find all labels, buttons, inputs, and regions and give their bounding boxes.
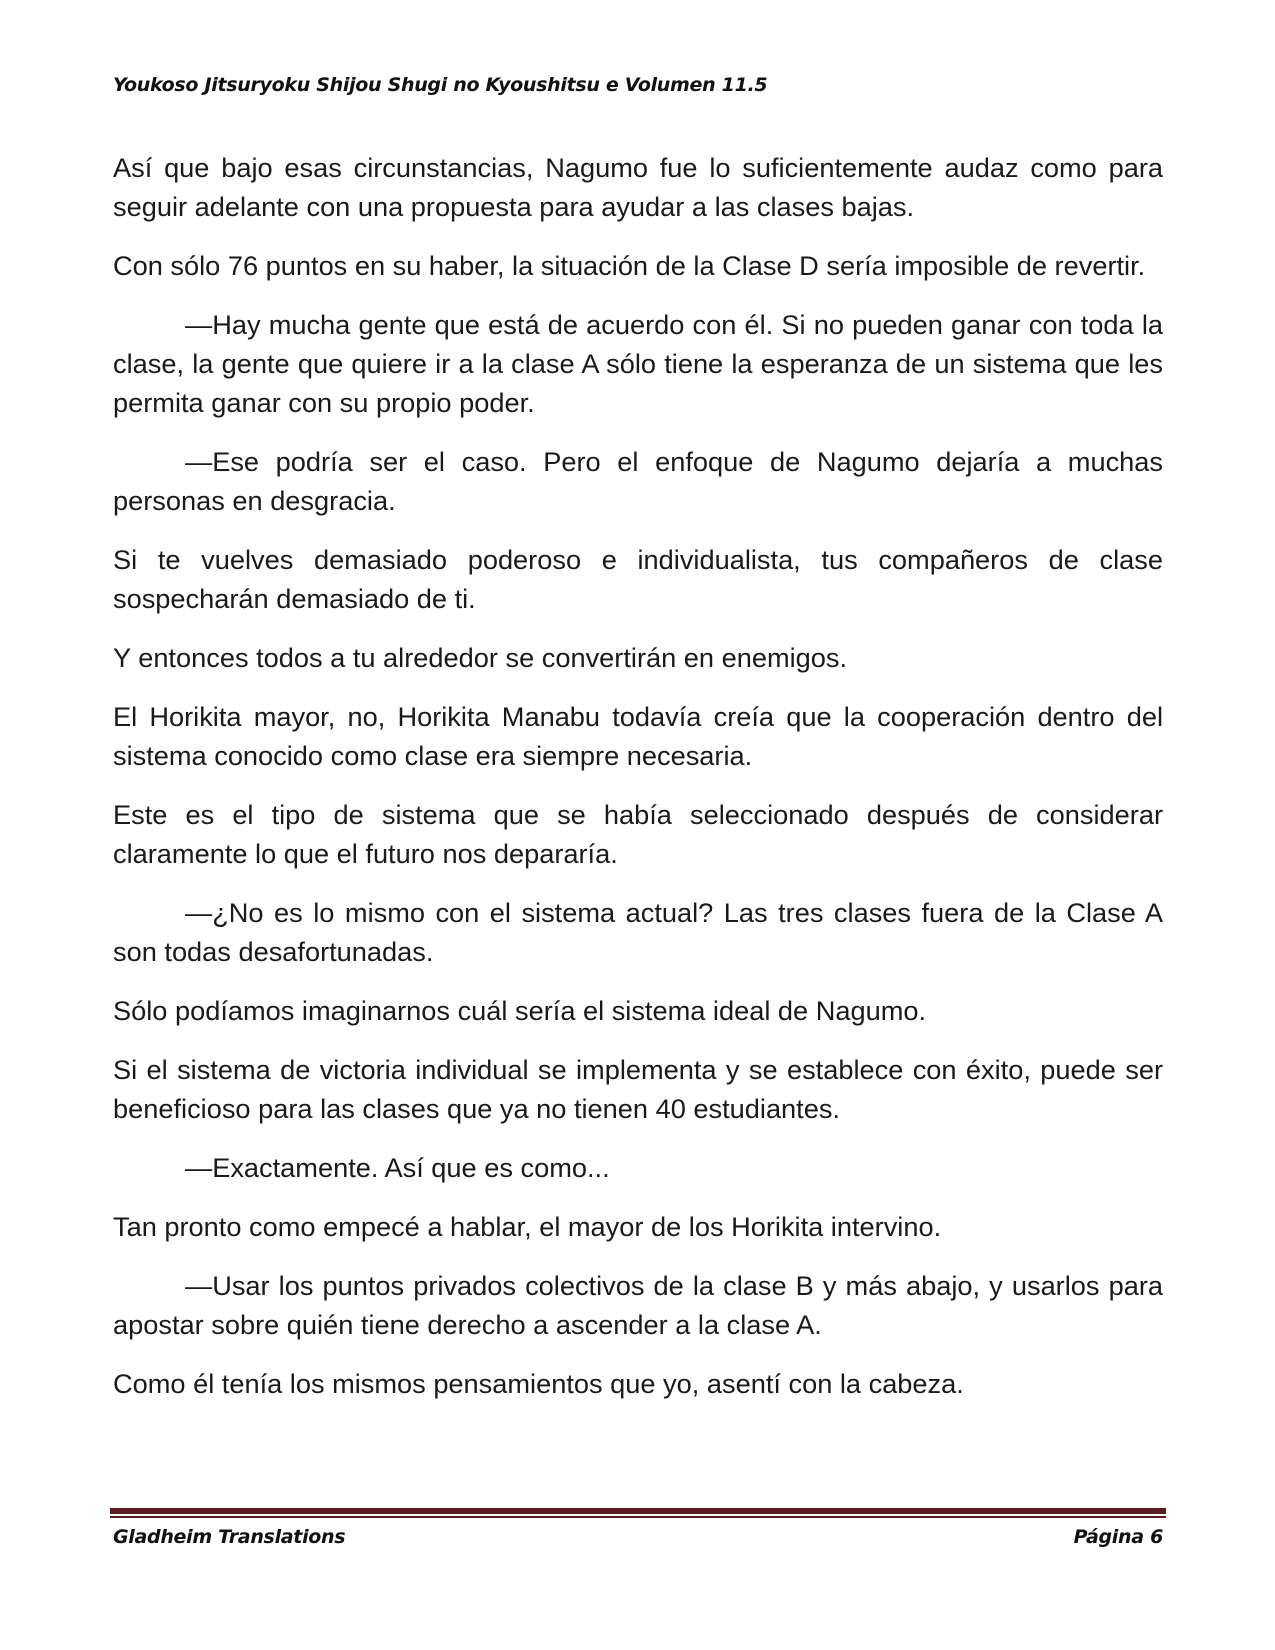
paragraph: Y entonces todos a tu alrededor se convertirán en enemigos. xyxy=(113,642,848,673)
dialogue-paragraph: —¿No es lo mismo con el sistema actual? Las tres clases fuera de la Clase A son todas desafortunadas. xyxy=(113,897,1163,967)
footer-credit: Gladheim Translations xyxy=(113,1526,346,1548)
paragraph: Como él tenía los mismos pensamientos que yo, asentí con la cabeza. xyxy=(113,1368,964,1399)
body-text xyxy=(113,148,1163,1423)
footer-divider-thin xyxy=(110,1516,1166,1518)
paragraph: Si te vuelves demasiado poderoso e individualista, tus compañeros de clase sospecharán demasiado de ti. xyxy=(113,544,1163,614)
dialogue-paragraph: —Hay mucha gente que está de acuerdo con él. Si no pueden ganar con toda la clase, la gente que quiere ir a la clase A sólo tiene la esperanza de un sistema que les permita ganar con su propio poder. xyxy=(113,309,1163,418)
paragraph: Con sólo 76 puntos en su haber, la situación de la Clase D sería imposible de revertir. xyxy=(113,250,1146,281)
paragraph: Así que bajo esas circunstancias, Nagumo fue lo suficientemente audaz como para seguir adelante con una propuesta para ayudar a las clases bajas. xyxy=(113,152,1163,222)
footer-divider xyxy=(110,1508,1166,1518)
paragraph: Si el sistema de victoria individual se implementa y se establece con éxito, puede ser beneficioso para las clases que ya no tienen 40 estudiantes. xyxy=(113,1054,1163,1124)
paragraph: El Horikita mayor, no, Horikita Manabu todavía creía que la cooperación dentro del sistema conocido como clase era siempre necesaria. xyxy=(113,701,1163,771)
paragraph: Sólo podíamos imaginarnos cuál sería el sistema ideal de Nagumo. xyxy=(113,995,927,1026)
page-number: Página 6 xyxy=(1073,1526,1163,1548)
dialogue-paragraph: —Exactamente. Así que es como... xyxy=(185,1152,610,1183)
paragraph: Tan pronto como empecé a hablar, el mayor de los Horikita intervino. xyxy=(113,1211,942,1242)
running-header: Youkoso Jitsuryoku Shijou Shugi no Kyoushitsu e Volumen 11.5 xyxy=(113,74,768,96)
dialogue-paragraph: —Ese podría ser el caso. Pero el enfoque de Nagumo dejaría a muchas personas en desgracia. xyxy=(113,446,1163,516)
paragraph: Este es el tipo de sistema que se había seleccionado después de considerar claramente lo que el futuro nos depararía. xyxy=(113,799,1163,869)
footer-divider-thick xyxy=(110,1508,1166,1514)
dialogue-paragraph: —Usar los puntos privados colectivos de la clase B y más abajo, y usarlos para apostar sobre quién tiene derecho a ascender a la clase A. xyxy=(113,1270,1163,1340)
